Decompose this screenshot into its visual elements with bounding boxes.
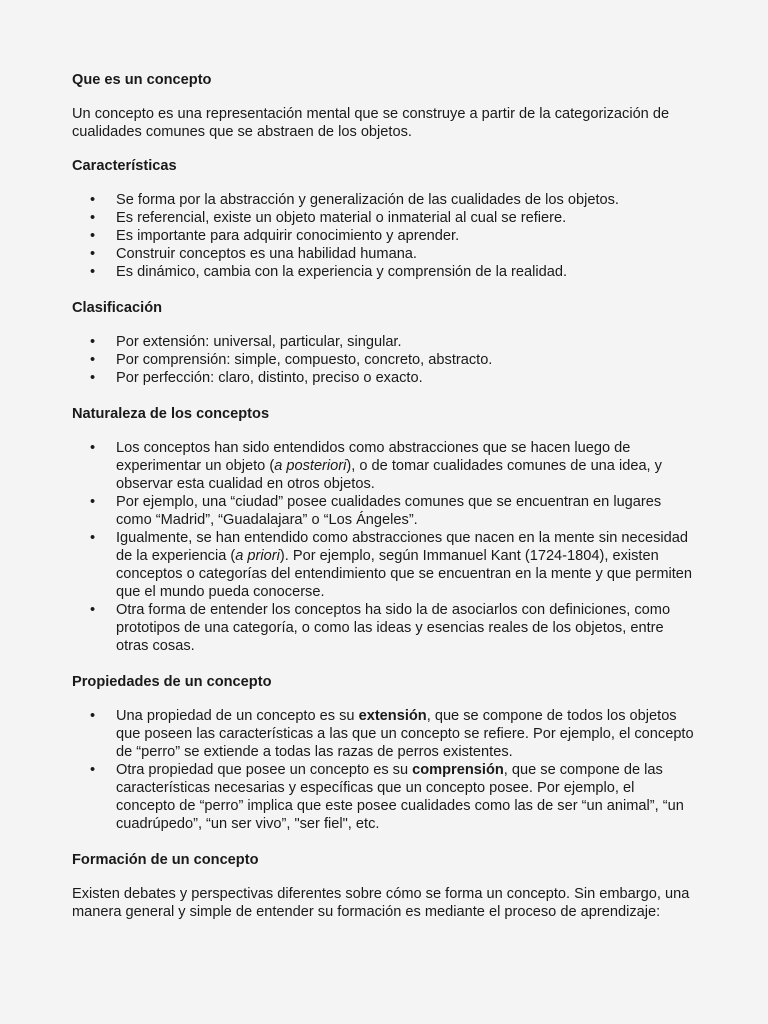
list-naturaleza [72, 439, 696, 655]
list-clasificacion [72, 333, 696, 387]
item-strong: extensión [358, 708, 427, 724]
item-text: Otra propiedad que posee un concepto es su [116, 762, 413, 778]
section-heading-caracteristicas: Características [72, 158, 177, 174]
list-item: • Por perfección: claro, distinto, preciso o exacto. [116, 369, 696, 387]
item-text: Los conceptos han sido entendidos como abstracciones que se hacen luego de experimentar un objeto ( [116, 440, 631, 474]
item-strong: comprensión [412, 762, 504, 778]
section-heading-clasificacion: Clasificación [72, 300, 163, 316]
list-item [116, 529, 696, 601]
section-heading-que-es: Que es un concepto [72, 72, 212, 88]
section-heading-naturaleza: Naturaleza de los conceptos [72, 406, 270, 422]
section-paragraph-formacion: Existen debates y perspectivas diferentes sobre cómo se forma un concepto. Sin embargo, una manera general y simple de entender su formación es mediante el proceso de aprendizaje: [72, 886, 690, 920]
item-emphasis: a posteriori [274, 458, 347, 474]
list-item [116, 707, 696, 761]
item-text: ), o de tomar cualidades comunes de una idea, y observar esta cualidad en otros objetos. [116, 458, 662, 492]
list-item: • Construir conceptos es una habilidad humana. [116, 245, 696, 263]
item-text: , que se compone de todos los objetos que poseen las características a las que un concepto se refiere. Por ejemplo, el concepto de “perro” se extiende a todas las razas de perros existentes. [116, 708, 694, 760]
item-text: ). Por ejemplo, según Immanuel Kant (1724-1804), existen conceptos o categorías del entendimiento que se encuentran en la mente y que permiten que el mundo pueda conocerse. [116, 548, 693, 600]
list-item [116, 761, 696, 833]
list-item: • Se forma por la abstracción y generalización de las cualidades de los objetos. [116, 191, 696, 209]
list-item [116, 601, 696, 655]
item-text: Igualmente, se han entendido como abstracciones que nacen en la mente sin necesidad de la experiencia ( [116, 530, 688, 564]
item-text: Otra forma de entender los conceptos ha sido la de asociarlos con definiciones, como prototipos de una categoría, o como las ideas y esencias reales de los objetos, entre otras cosas. [116, 602, 671, 654]
item-text: Una propiedad de un concepto es su [116, 708, 359, 724]
item-text: Por ejemplo, una “ciudad” posee cualidades comunes que se encuentran en lugares como “Madrid”, “Guadalajara” o “Los Ángeles”. [116, 494, 662, 528]
list-caracteristicas [72, 191, 696, 281]
section-heading-formacion: Formación de un concepto [72, 852, 259, 868]
list-item: • Por comprensión: simple, compuesto, concreto, abstracto. [116, 351, 696, 369]
list-item [116, 493, 696, 529]
list-item: • Es dinámico, cambia con la experiencia y comprensión de la realidad. [116, 263, 696, 281]
list-item: • Es importante para adquirir conocimiento y aprender. [116, 227, 696, 245]
list-propiedades [72, 707, 696, 833]
section-heading-propiedades: Propiedades de un concepto [72, 674, 272, 690]
item-emphasis: a priori [235, 548, 280, 564]
list-item [116, 439, 696, 493]
list-item: • Por extensión: universal, particular, singular. [116, 333, 696, 351]
list-item: • Es referencial, existe un objeto material o inmaterial al cual se refiere. [116, 209, 696, 227]
section-paragraph-que-es: Un concepto es una representación mental que se construye a partir de la categorización de cualidades comunes que se abstraen de los objetos. [72, 106, 670, 140]
item-text: , que se compone de las características necesarias y específicas que un concepto posee. Por ejemplo, el concepto de “perro” implica que este posee cualidades como las de ser “un animal”, “un cuadrúpedo”, “un ser vivo”, "ser fiel", etc. [116, 762, 684, 832]
